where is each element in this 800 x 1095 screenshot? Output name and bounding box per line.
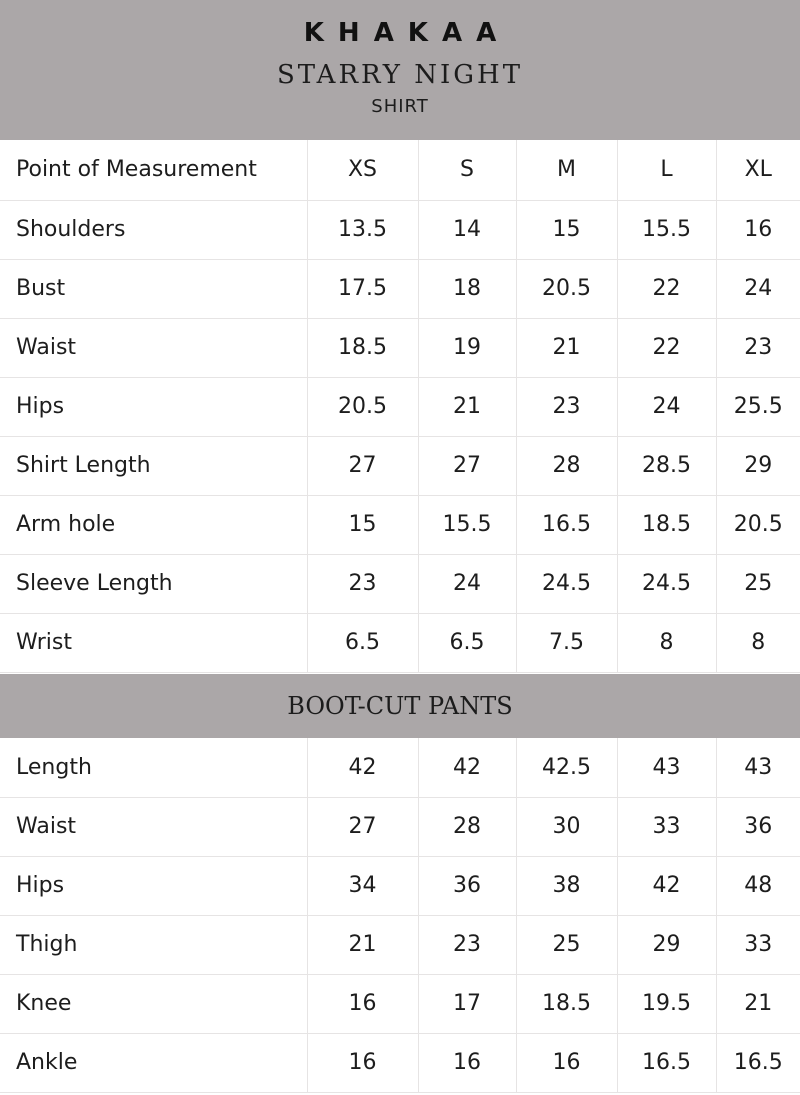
- table-row: [0, 259, 800, 318]
- size-value: 28: [418, 797, 516, 856]
- size-value: 19: [418, 318, 516, 377]
- table-row: [0, 377, 800, 436]
- table-row: [0, 797, 800, 856]
- measurement-label: Waist: [0, 797, 307, 856]
- size-value: 6.5: [307, 613, 418, 672]
- size-value: 6.5: [418, 613, 516, 672]
- size-value: 24: [418, 554, 516, 613]
- table-row: [0, 554, 800, 613]
- size-value: 21: [418, 377, 516, 436]
- measurement-label: Bust: [0, 259, 307, 318]
- size-value: 20.5: [716, 495, 800, 554]
- measurement-label: Wrist: [0, 613, 307, 672]
- column-header-m: M: [516, 140, 617, 200]
- size-value: 24: [716, 259, 800, 318]
- size-value: 17: [418, 974, 516, 1033]
- size-value: 42: [617, 856, 716, 915]
- size-value: 21: [307, 915, 418, 974]
- table-row: [0, 613, 800, 672]
- table-row: [0, 318, 800, 377]
- column-header-measurement: Point of Measurement: [0, 140, 307, 200]
- table-row: [0, 856, 800, 915]
- size-value: 14: [418, 200, 516, 259]
- size-value: 8: [716, 613, 800, 672]
- size-value: 18: [418, 259, 516, 318]
- measurement-label: Hips: [0, 856, 307, 915]
- size-value: 19.5: [617, 974, 716, 1033]
- size-value: 23: [716, 318, 800, 377]
- size-value: 16.5: [516, 495, 617, 554]
- measurement-label: Knee: [0, 974, 307, 1033]
- size-value: 23: [516, 377, 617, 436]
- measurement-label: Waist: [0, 318, 307, 377]
- size-value: 15.5: [418, 495, 516, 554]
- size-value: 42.5: [516, 738, 617, 797]
- table-row: [0, 738, 800, 797]
- size-value: 18.5: [516, 974, 617, 1033]
- size-value: 15: [516, 200, 617, 259]
- size-value: 16.5: [617, 1033, 716, 1092]
- size-value: 21: [516, 318, 617, 377]
- measurement-label: Shirt Length: [0, 436, 307, 495]
- size-value: 27: [307, 436, 418, 495]
- size-value: 24.5: [516, 554, 617, 613]
- chart-header: [0, 0, 800, 140]
- measurement-label: Arm hole: [0, 495, 307, 554]
- size-value: 15.5: [617, 200, 716, 259]
- size-value: 16.5: [716, 1033, 800, 1092]
- size-value: 15: [307, 495, 418, 554]
- measurement-label: Length: [0, 738, 307, 797]
- brand-logo: KHAKAA: [303, 18, 511, 48]
- size-value: 16: [307, 1033, 418, 1092]
- size-value: 36: [716, 797, 800, 856]
- size-value: 33: [716, 915, 800, 974]
- pants-size-table: [0, 738, 800, 1093]
- size-value: 22: [617, 318, 716, 377]
- size-value: 33: [617, 797, 716, 856]
- table-row: [0, 915, 800, 974]
- size-value: 17.5: [307, 259, 418, 318]
- column-header-s: S: [418, 140, 516, 200]
- size-value: 38: [516, 856, 617, 915]
- size-value: 36: [418, 856, 516, 915]
- size-value: 23: [307, 554, 418, 613]
- size-value: 7.5: [516, 613, 617, 672]
- measurement-label: Sleeve Length: [0, 554, 307, 613]
- size-value: 16: [307, 974, 418, 1033]
- size-value: 23: [418, 915, 516, 974]
- size-value: 25: [716, 554, 800, 613]
- column-header-xs: XS: [307, 140, 418, 200]
- size-value: 43: [617, 738, 716, 797]
- size-value: 24.5: [617, 554, 716, 613]
- size-value: 27: [418, 436, 516, 495]
- size-value: 18.5: [617, 495, 716, 554]
- size-value: 22: [617, 259, 716, 318]
- size-value: 21: [716, 974, 800, 1033]
- collection-title: STARRY NIGHT: [276, 60, 524, 90]
- size-value: 16: [516, 1033, 617, 1092]
- size-value: 13.5: [307, 200, 418, 259]
- size-value: 43: [716, 738, 800, 797]
- table-row: [0, 1033, 800, 1092]
- column-header-xl: XL: [716, 140, 800, 200]
- size-value: 42: [418, 738, 516, 797]
- column-header-l: L: [617, 140, 716, 200]
- garment-title: SHIRT: [371, 96, 429, 117]
- size-value: 20.5: [516, 259, 617, 318]
- size-value: 25: [516, 915, 617, 974]
- shirt-size-table: [0, 140, 800, 673]
- measurement-label: Ankle: [0, 1033, 307, 1092]
- table-row: [0, 436, 800, 495]
- size-value: 18.5: [307, 318, 418, 377]
- size-value: 16: [418, 1033, 516, 1092]
- measurement-label: Thigh: [0, 915, 307, 974]
- size-value: 29: [617, 915, 716, 974]
- size-value: 25.5: [716, 377, 800, 436]
- table-row: [0, 495, 800, 554]
- size-value: 30: [516, 797, 617, 856]
- pants-section-title: BOOT-CUT PANTS: [0, 674, 800, 738]
- size-value: 20.5: [307, 377, 418, 436]
- size-value: 28.5: [617, 436, 716, 495]
- size-value: 29: [716, 436, 800, 495]
- size-value: 34: [307, 856, 418, 915]
- measurement-label: Shoulders: [0, 200, 307, 259]
- table-row: [0, 974, 800, 1033]
- size-value: 42: [307, 738, 418, 797]
- table-row: [0, 200, 800, 259]
- size-value: 27: [307, 797, 418, 856]
- size-value: 24: [617, 377, 716, 436]
- size-value: 8: [617, 613, 716, 672]
- size-value: 16: [716, 200, 800, 259]
- measurement-label: Hips: [0, 377, 307, 436]
- header-row: [0, 140, 800, 200]
- size-value: 48: [716, 856, 800, 915]
- size-value: 28: [516, 436, 617, 495]
